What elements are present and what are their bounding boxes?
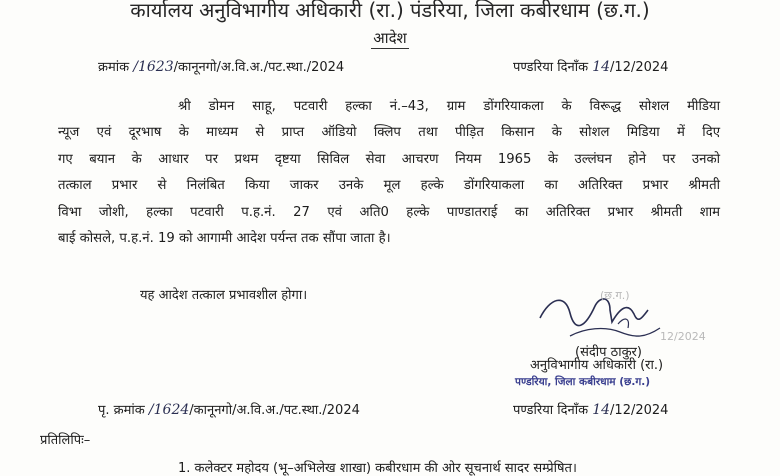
bottom-date-month-year: /12/2024 [610, 403, 669, 418]
bottom-kramank-path: /कानूनगो/अ.वि.अ./पट.स्था./2024 [189, 403, 360, 418]
body-line: बाई कोसले, प.ह.नं. 19 को आगामी आदेश पर्यन्त तक सौंपा जाता है। [58, 231, 391, 247]
body-line: गए बयान के आधार पर प्रथम दृष्टया सिविल सेवा आचरण नियम 1965 के उल्लंघन होने पर उनको [58, 151, 720, 167]
order-heading: आदेश [373, 29, 407, 47]
order-body [58, 94, 720, 252]
top-kramank-number: /1623 [133, 59, 174, 75]
body-line: न्यूज एवं दूरभाष के माध्यम से प्राप्त ऑडियो क्लिप तथा पीड़ित किसान के सोशल मिडिया में दिए [58, 125, 720, 141]
order-heading-wrap [0, 28, 780, 48]
bottom-kramank-label: पृ. क्रमांक [98, 403, 145, 418]
copy-to-item: 1. कलेक्टर महोदय (भू–अभिलेख शाखा) कबीरधाम की ओर सूचनार्थ सादर सम्प्रेषित। [178, 461, 577, 476]
office-title: कार्यालय अनुविभागीय अधिकारी (रा.) पंडरिया, जिला कबीरधाम (छ.ग.) [130, 0, 650, 22]
bottom-date [513, 400, 668, 418]
body-line: विभा जोशी, हल्का पटवारी प.ह.नं. 27 एवं अति0 हल्के पाण्डातराई का अतिरिक्त प्रभार श्रीमती शाम [58, 204, 720, 220]
body-line: श्री डोमन साहू, पटवारी हल्का नं.–43, ग्राम डोंगरियाकला के विरूद्ध सोशल मीडिया [178, 99, 720, 114]
top-date-day: 14 [592, 59, 611, 75]
bottom-date-label: पण्डरिया दिनाँक [513, 403, 589, 418]
bleed-text: (छ.ग.) [600, 289, 630, 302]
top-date-month-year: /12/2024 [610, 60, 669, 75]
bottom-reference [98, 400, 360, 418]
top-kramank-label: क्रमांक [98, 60, 130, 75]
copy-to-label: प्रतिलिपिः– [40, 433, 91, 448]
signatory-name: (संदीप ठाकुर) [575, 345, 642, 360]
effective-line: यह आदेश तत्काल प्रभावशील होगा। [140, 288, 308, 303]
top-date [513, 57, 668, 75]
signatory-designation: अनुविभागीय अधिकारी (रा.) [530, 358, 664, 373]
office-stamp: पण्डरिया, जिला कबीरधाम (छ.ग.) [515, 376, 651, 388]
bleed-text: 12/2024 [660, 330, 706, 343]
top-kramank-path: /कानूनगो/अ.वि.अ./पट.स्था./2024 [173, 60, 345, 75]
body-line: तत्काल प्रभार से निलंबित किया जाकर उनके मूल हल्के डोंगरियाकला का अतिरिक्त प्रभार श्रीमती [58, 178, 720, 194]
bottom-date-day: 14 [592, 402, 611, 418]
bottom-kramank-number: /1624 [148, 402, 190, 418]
top-date-label: पण्डरिया दिनाँक [513, 60, 589, 75]
top-reference [98, 57, 344, 75]
